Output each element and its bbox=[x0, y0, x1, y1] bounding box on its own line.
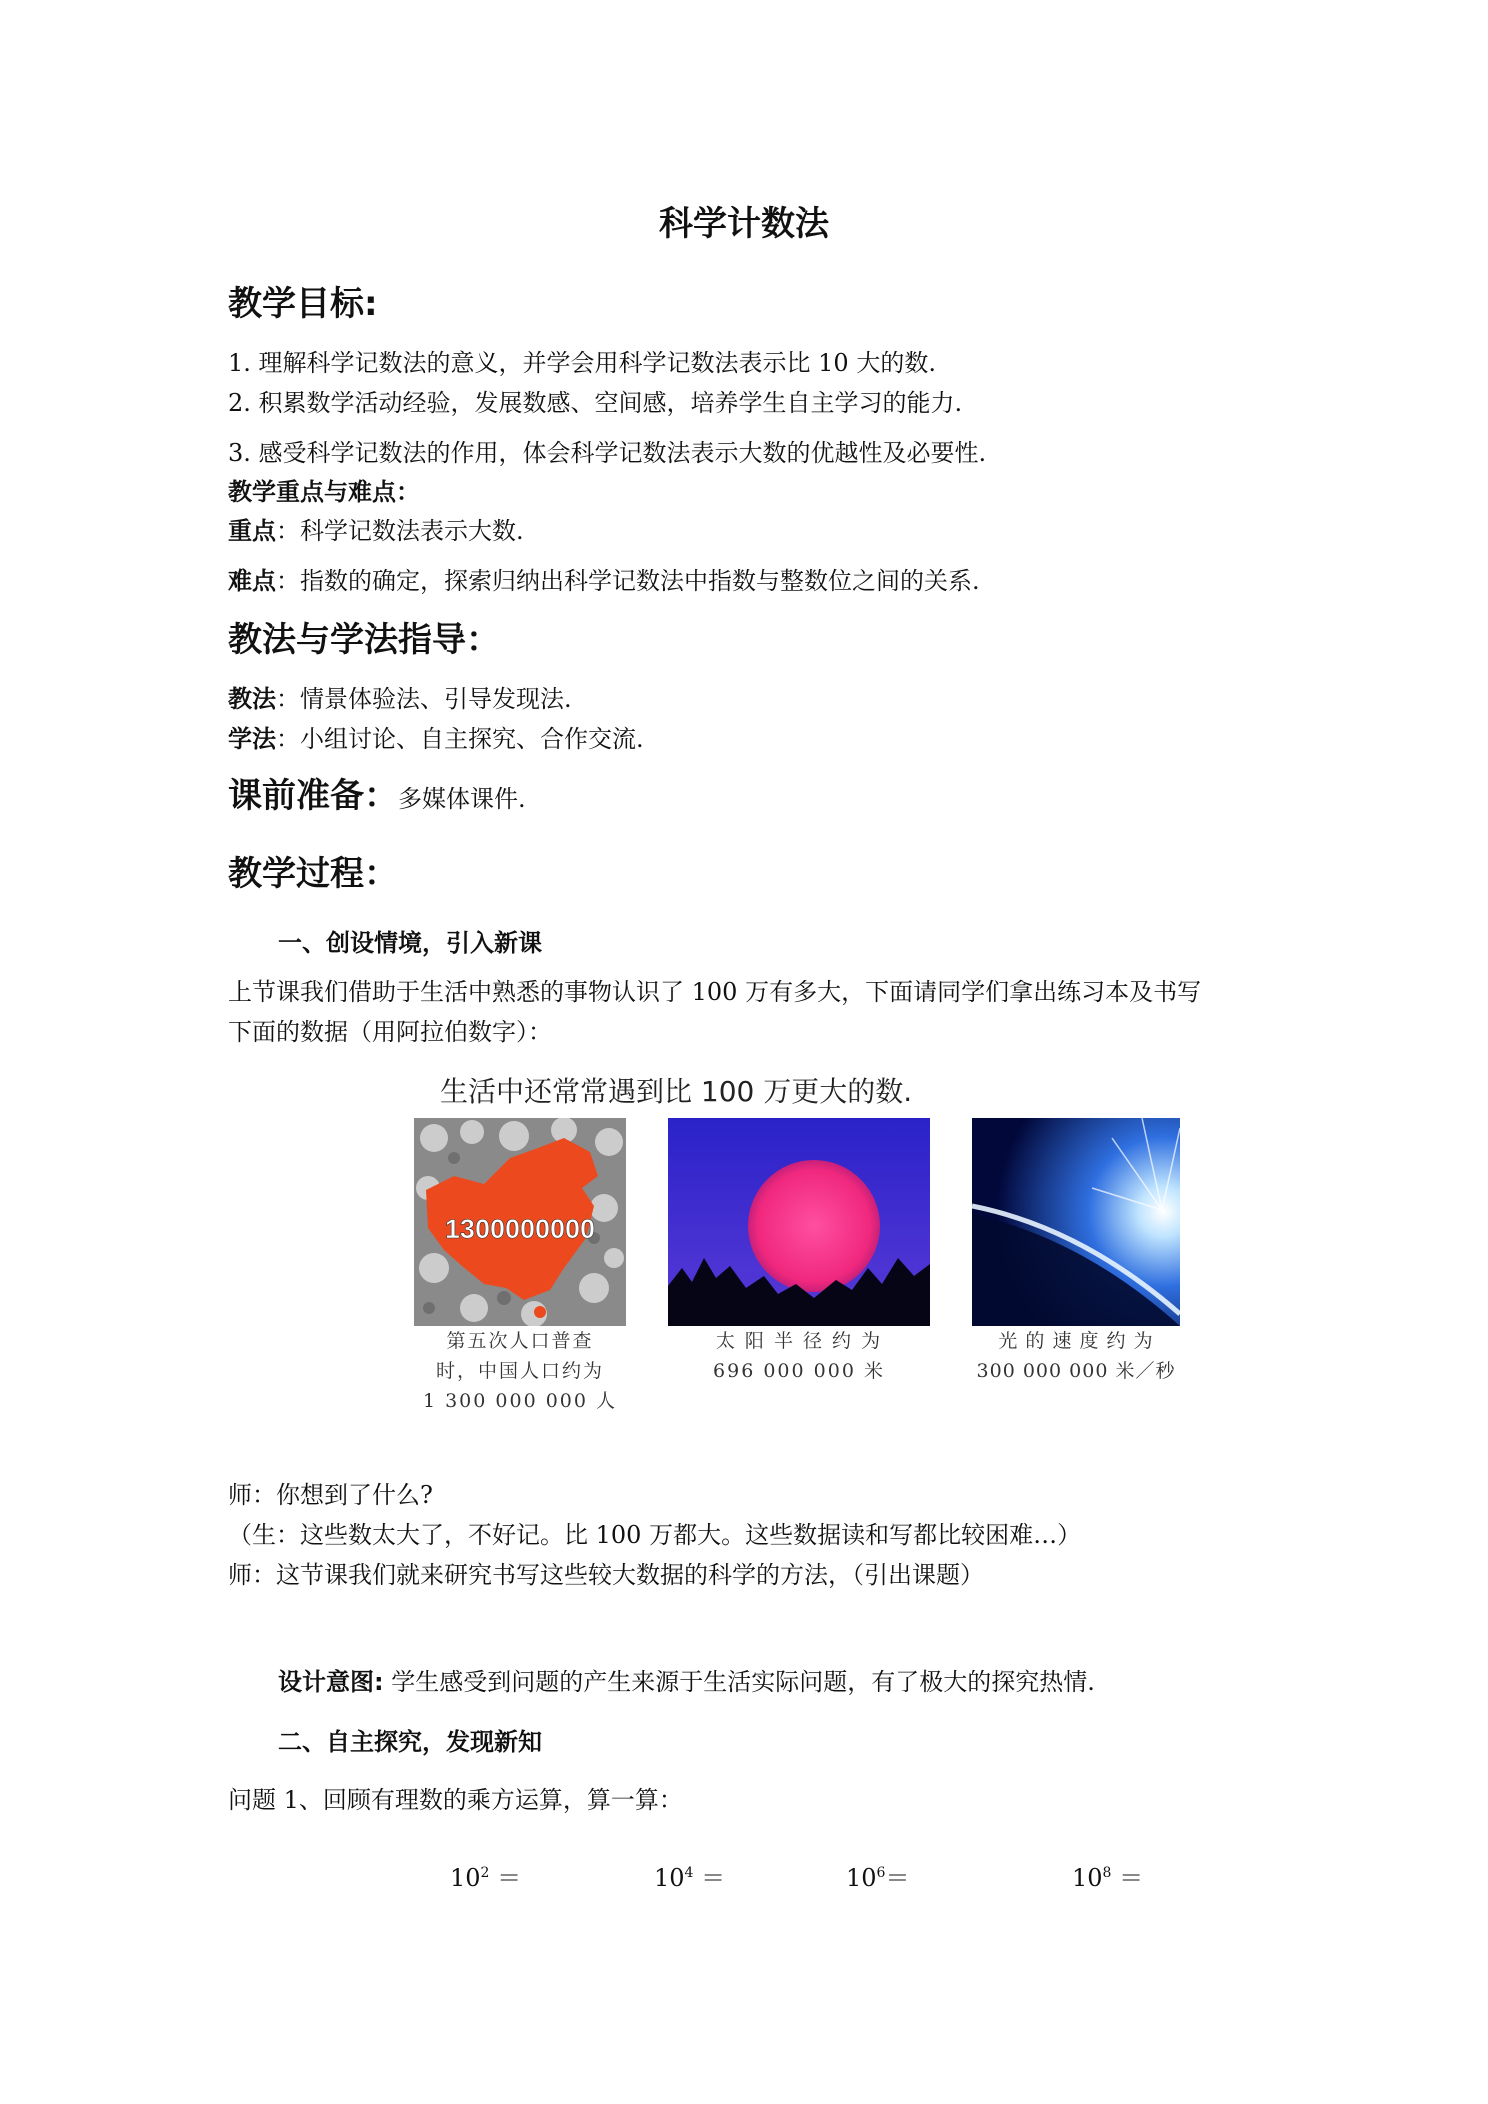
design-intent bbox=[278, 1662, 1095, 1697]
design-text: 学生感受到问题的产生来源于生活实际问题，有了极大的探究热情. bbox=[383, 1668, 1095, 1696]
map-number: 1300000000 bbox=[444, 1214, 596, 1244]
diff-text: ：指数的确定，探索归纳出科学记数法中指数与整数位之间的关系. bbox=[276, 567, 980, 595]
prep-text: 多媒体课件. bbox=[398, 785, 526, 813]
power-exponent: 4 bbox=[684, 1865, 694, 1881]
power-base: 10 bbox=[846, 1864, 877, 1892]
intro-line: 下面的数据（用阿拉伯数字）： bbox=[228, 1018, 552, 1046]
light-image bbox=[972, 1118, 1180, 1326]
power-expression bbox=[654, 1858, 725, 1893]
figure-title: 生活中还常常遇到比 100 万更大的数. bbox=[440, 1075, 913, 1108]
prep-heading: 课前准备： bbox=[228, 776, 398, 816]
intro-line: 上节课我们借助于生活中熟悉的事物认识了 100 万有多大，下面请同学们拿出练习本及书写 bbox=[228, 978, 1202, 1006]
sun-image bbox=[668, 1118, 930, 1326]
goal-item: 1. 理解科学记数法的意义，并学会用科学记数法表示比 10 大的数. bbox=[228, 349, 936, 377]
china-population-image bbox=[414, 1118, 626, 1326]
goals-heading: 教学目标: bbox=[228, 284, 378, 324]
caption-line: 时，中国人口约为 bbox=[435, 1360, 604, 1382]
design-label: 设计意图: bbox=[278, 1668, 384, 1696]
equals-sign: ＝ bbox=[1119, 1864, 1144, 1892]
population-caption bbox=[414, 1326, 626, 1416]
prep-line bbox=[228, 768, 526, 817]
process-heading: 教学过程： bbox=[228, 854, 398, 894]
power-exponent: 8 bbox=[1102, 1865, 1112, 1881]
difficulty-point bbox=[228, 561, 980, 596]
part1-heading: 一、创设情境，引入新课 bbox=[278, 929, 542, 957]
caption-line: 1 300 000 000 人 bbox=[422, 1390, 618, 1412]
learn-text: ：小组讨论、自主探究、合作交流. bbox=[276, 725, 644, 753]
goal-item: 2. 积累数学活动经验，发展数感、空间感，培养学生自主学习的能力. bbox=[228, 389, 963, 417]
caption-line: 光 的 速 度 约 为 bbox=[998, 1330, 1154, 1352]
part2-heading: 二、自主探究，发现新知 bbox=[278, 1728, 542, 1756]
light-caption bbox=[972, 1326, 1180, 1386]
caption-line: 第五次人口普查 bbox=[446, 1330, 594, 1352]
learn-label: 学法 bbox=[228, 725, 276, 753]
teach-label: 教法 bbox=[228, 685, 276, 713]
power-base: 10 bbox=[654, 1864, 685, 1892]
teacher-statement: 师：这节课我们就来研究书写这些较大数据的科学的方法，（引出课题） bbox=[228, 1561, 984, 1589]
power-expression bbox=[846, 1858, 909, 1893]
diff-label: 难点 bbox=[228, 567, 276, 595]
caption-line: 太 阳 半 径 约 为 bbox=[715, 1330, 883, 1352]
key-label: 重点 bbox=[228, 517, 276, 545]
teach-text: ：情景体验法、引导发现法. bbox=[276, 685, 572, 713]
caption-line: 300 000 000 米／秒 bbox=[976, 1360, 1176, 1382]
method-heading: 教法与学法指导： bbox=[228, 620, 500, 660]
question-1: 问题 1、回顾有理数的乘方运算，算一算： bbox=[228, 1786, 683, 1814]
equals-sign: ＝ bbox=[497, 1864, 522, 1892]
equals-sign: ＝ bbox=[885, 1864, 910, 1892]
equals-sign: ＝ bbox=[701, 1864, 726, 1892]
teach-method bbox=[228, 679, 572, 714]
power-base: 10 bbox=[1072, 1864, 1103, 1892]
key-text: ：科学记数法表示大数. bbox=[276, 517, 524, 545]
page-title: 科学计数法 bbox=[659, 204, 829, 244]
caption-line: 696 000 000 米 bbox=[713, 1360, 885, 1382]
power-expression bbox=[1072, 1858, 1143, 1893]
key-point bbox=[228, 511, 524, 546]
power-exponent: 6 bbox=[876, 1865, 886, 1881]
learn-method bbox=[228, 719, 644, 754]
goal-item: 3. 感受科学记数法的作用，体会科学记数法表示大数的优越性及必要性. bbox=[228, 439, 987, 467]
power-base: 10 bbox=[450, 1864, 481, 1892]
teacher-question: 师：你想到了什么? bbox=[228, 1481, 433, 1509]
power-exponent: 2 bbox=[480, 1865, 490, 1881]
key-heading: 教学重点与难点： bbox=[228, 478, 420, 506]
sun-caption bbox=[668, 1326, 930, 1386]
power-expression bbox=[450, 1858, 521, 1893]
student-answer: （生：这些数太大了，不好记。比 100 万都大。这些数据读和写都比较困难…） bbox=[228, 1521, 1082, 1549]
